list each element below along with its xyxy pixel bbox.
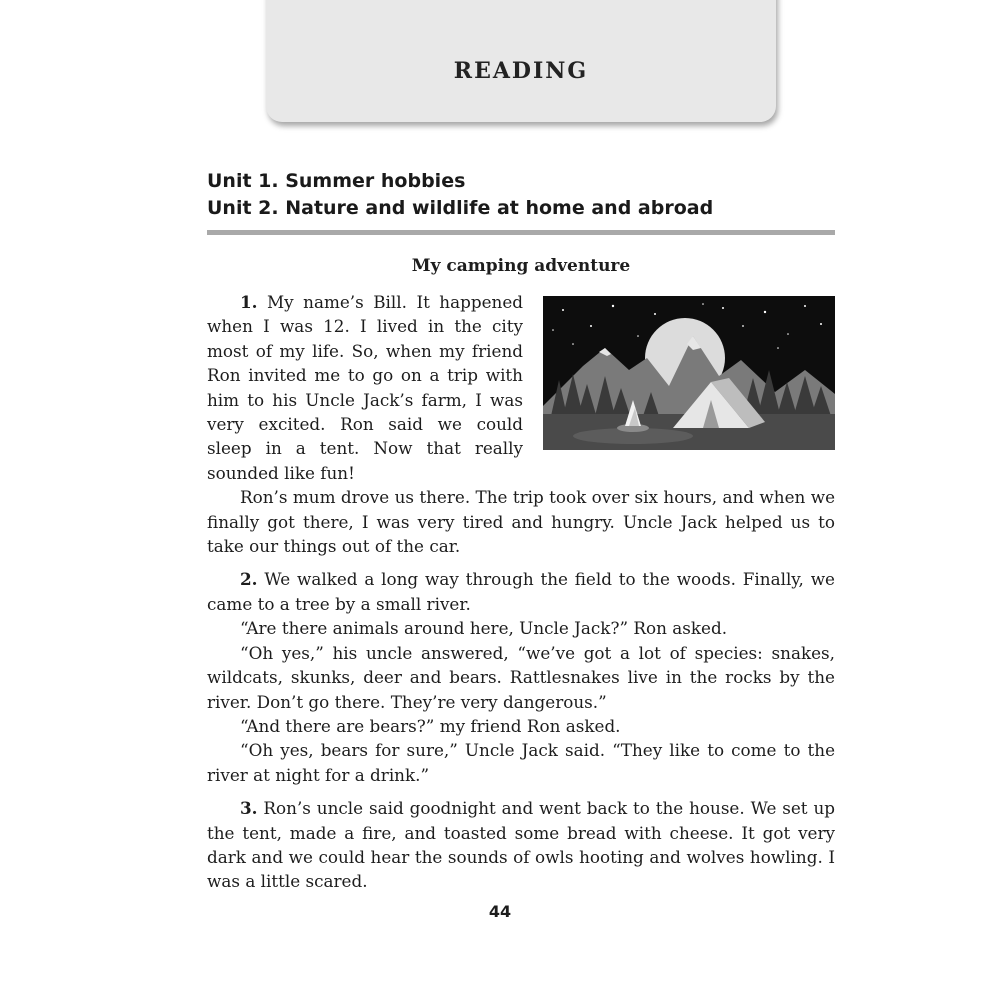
paragraph-3	[207, 796, 835, 894]
paragraph-text: Ron’s uncle said goodnight and went back to the house. We set up the tent, made a fire, and toasted some bread with cheese. It got very dark and we could hear the sounds of owls hooting and wolves howling. I was a little scared.	[207, 798, 835, 892]
camping-night-illustration	[543, 296, 835, 450]
paragraph-text: We walked a long way through the field to the woods. Finally, we came to a tree by a small river.	[207, 569, 835, 614]
unit-heading-2: Unit 2. Nature and wildlife at home and abroad	[207, 197, 714, 219]
paragraph-number: 3.	[240, 798, 258, 819]
paragraph-2d	[207, 714, 835, 738]
paragraph-text: “Oh yes,” his uncle answered, “we’ve got a lot of species: snakes, wildcats, skunks, deer and bears. Rattlesnakes live in the rocks by the river. Don’t go there. They’re very dangerous.”	[207, 642, 835, 712]
page-number: 44	[488, 902, 512, 921]
paragraph-2e	[207, 738, 835, 787]
paragraph-text: “And there are bears?” my friend Ron asked.	[240, 715, 621, 736]
paragraph-number: 2.	[240, 569, 258, 590]
section-title: READING	[453, 58, 589, 84]
heading-divider	[207, 230, 835, 235]
story-title: My camping adventure	[411, 256, 631, 276]
camping-scene-icon	[543, 296, 835, 450]
section-header-tab	[266, 0, 776, 122]
paragraph-2c	[207, 641, 835, 714]
paragraph-text: My name’s Bill. It happened when I was 12. I lived in the city most of my life. So, when my friend Ron invited me to go on a trip with him to his Uncle Jack’s farm, I was very excited. Ron said we could sleep in a tent. Now that really sounded like fun!	[207, 292, 523, 483]
paragraph-1b	[207, 485, 835, 558]
paragraph-number: 1.	[240, 292, 258, 312]
paragraph-text: Ron’s mum drove us there. The trip took over six hours, and when we finally got there, I was very tired and hungry. Uncle Jack helped us to take our things out of the car.	[207, 487, 835, 557]
unit-heading-1: Unit 1. Summer hobbies	[207, 170, 466, 192]
paragraph-text: “Are there animals around here, Uncle Jack?” Ron asked.	[240, 618, 728, 639]
unit-headings	[207, 168, 837, 222]
story-body	[207, 290, 835, 894]
paragraph-2b	[207, 616, 835, 640]
paragraph-text: “Oh yes, bears for sure,” Uncle Jack said. “They like to come to the river at night for a drink.”	[207, 740, 835, 785]
paragraph-2	[207, 567, 835, 616]
